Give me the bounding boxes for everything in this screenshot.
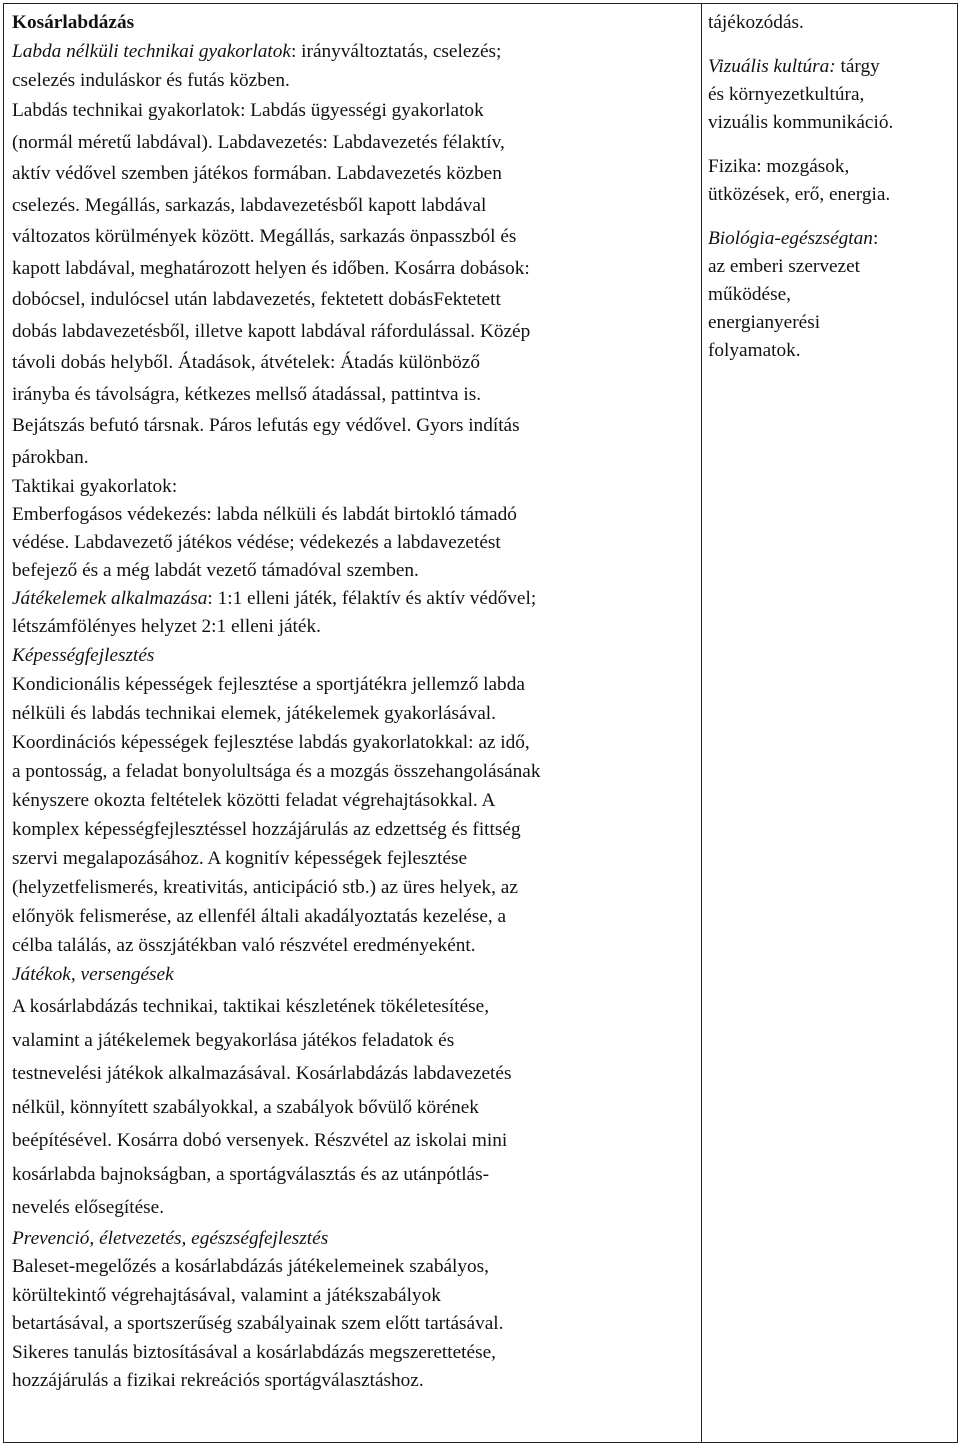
text-line: a pontosság, a feladat bonyolultsága és a mozgás összehangolásának xyxy=(12,761,541,782)
text-line: ütközések, erő, energia. xyxy=(708,184,891,205)
text-line: változatos körülmények között. Megállás, sarkazás önpasszból és xyxy=(12,226,517,247)
text-line: szervi megalapozásához. A kognitív képességek fejlesztése xyxy=(12,848,468,869)
text-line: nélküli és labdás technikai elemek, játékelemek gyakorlásával. xyxy=(12,703,496,724)
text-line: tájékozódás. xyxy=(708,12,804,33)
text-line: létszámfölényes helyzet 2:1 elleni játék. xyxy=(12,616,321,637)
text-line: vizuális kommunikáció. xyxy=(708,112,894,133)
text-line: valamint a játékelemek begyakorlása játékos feladatok és xyxy=(12,1029,455,1051)
text-line: (normál méretű labdával). Labdavezetés: Labdavezetés félaktív, xyxy=(12,131,505,153)
text-line: Kondicionális képességek fejlesztése a sportjátékra jellemző labda xyxy=(12,674,525,695)
text-line xyxy=(708,53,954,81)
italic-heading: Játékelemek alkalmazása xyxy=(12,588,208,609)
text-line: cselezés induláskor és futás közben. xyxy=(12,70,290,91)
prevention xyxy=(12,1225,696,1397)
text-line: kapott labdával, meghatározott helyen és időben. Kosárra dobások: xyxy=(12,257,530,279)
text-line: kényszere okozta feltételek közötti feladat végrehajtásokkal. A xyxy=(12,790,496,811)
right-column xyxy=(708,8,954,365)
section-title: Kosárlabdázás xyxy=(12,12,135,33)
text-line: távoli dobás helyből. Átadások, átvételek: Átadás különböző xyxy=(12,352,480,373)
text-line: körültekintő végrehajtásával, valamint a játékszabályok xyxy=(12,1284,441,1306)
text-line: befejező és a még labdát vezető támadóval szemben. xyxy=(12,560,419,581)
text-line: védése. Labdavezető játékos védése; védekezés a labdavezetést xyxy=(12,532,501,553)
text-line: Baleset-megelőzés a kosárlabdázás játékelemeinek szabályos, xyxy=(12,1256,489,1278)
text-line: kosárlabda bajnokságban, a sportágválasztás és az utánpótlás- xyxy=(12,1163,490,1185)
visual-culture-link xyxy=(708,53,954,137)
text-line: betartásával, a sportszerűség szabályainak szem előtt tartásával. xyxy=(12,1313,504,1335)
text-line: cselezés. Megállás, sarkazás, labdavezetésből kapott labdával xyxy=(12,194,487,216)
text-line: nélkül, könnyített szabályokkal, a szabályok bővülő körének xyxy=(12,1096,479,1118)
text-line xyxy=(12,585,696,613)
text-line: testnevelési játékok alkalmazásával. Kosárlabdázás labdavezetés xyxy=(12,1063,512,1084)
skill-development xyxy=(12,641,696,960)
text-line: nevelés elősegítése. xyxy=(12,1197,165,1218)
text-line: Fizika: mozgások, xyxy=(708,156,850,177)
tactics xyxy=(12,473,696,585)
text-line: Bejátszás befutó társnak. Páros lefutás egy védővel. Gyors indítás xyxy=(12,415,520,436)
text-line xyxy=(708,225,954,253)
text-line: párokban. xyxy=(12,446,89,468)
section-heading: Prevenció, életvezetés, egészségfejlesztés xyxy=(12,1227,329,1249)
game-elements xyxy=(12,585,696,641)
text-span: tárgy xyxy=(835,56,880,77)
text-line: Koordinációs képességek fejlesztése labdás gyakorlatokkal: az idő, xyxy=(12,732,530,753)
text-line: beépítésével. Kosárra dobó versenyek. Részvétel az iskolai mini xyxy=(12,1130,508,1151)
text-line: Sikeres tanulás biztosításával a kosárlabdázás megszerettetése, xyxy=(12,1341,496,1363)
text-line: célba találás, az összjátékban való részvétel eredményeként. xyxy=(12,935,476,956)
text-line xyxy=(12,37,696,66)
biology-link xyxy=(708,225,954,365)
text-line: az emberi szervezet xyxy=(708,256,860,277)
text-line: Taktikai gyakorlatok: xyxy=(12,476,178,497)
text-span: : xyxy=(872,228,879,249)
text-line: energianyerési xyxy=(708,312,821,333)
text-line: Labdás technikai gyakorlatok: Labdás ügyességi gyakorlatok xyxy=(12,100,484,121)
italic-heading: Labda nélküli technikai gyakorlatok xyxy=(12,41,291,62)
text-span: : irányváltoztatás, cselezés; xyxy=(290,41,502,62)
text-line: és környezetkultúra, xyxy=(708,84,865,105)
text-span: : 1:1 elleni játék, félaktív és aktív védővel; xyxy=(207,588,537,609)
italic-subject: Vizuális kultúra: xyxy=(708,56,836,77)
text-line: Emberfogásos védekezés: labda nélküli és labdát birtokló támadó xyxy=(12,504,517,525)
technique-no-ball xyxy=(12,37,696,95)
text-line: előnyök felismerése, az ellenfél általi akadályoztatás kezelése, a xyxy=(12,906,507,927)
text-line: dobócsel, indulócsel után labdavezetés, fektetett dobásFektetett xyxy=(12,289,501,310)
section-heading: Képességfejlesztés xyxy=(12,645,155,666)
curriculum-table xyxy=(3,3,958,1443)
technique-with-ball xyxy=(12,95,696,473)
text-line: dobás labdavezetésből, illetve kapott labdával ráfordulással. Közép xyxy=(12,320,531,342)
text-line: komplex képességfejlesztéssel hozzájárulás az edzettség és fittség xyxy=(12,819,521,840)
section-heading: Játékok, versengések xyxy=(12,964,174,985)
physics-link xyxy=(708,153,954,209)
games-competitions xyxy=(12,960,696,1225)
text-line: hozzájárulás a fizikai rekreációs sportágválasztáshoz. xyxy=(12,1370,424,1392)
left-column xyxy=(12,8,696,1396)
column-divider xyxy=(701,4,702,1442)
text-line: aktív védővel szemben játékos formában. Labdavezetés közben xyxy=(12,163,502,184)
text-line: folyamatok. xyxy=(708,340,801,361)
text-line: (helyzetfelismerés, kreativitás, anticipáció stb.) az üres helyek, az xyxy=(12,877,518,898)
text-line: működése, xyxy=(708,284,791,305)
text-line: A kosárlabdázás technikai, taktikai készletének tökéletesítése, xyxy=(12,996,490,1017)
italic-subject: Biológia-egészségtan xyxy=(708,228,873,249)
text-line: irányba és távolságra, kétkezes mellső átadással, pattintva is. xyxy=(12,383,482,405)
